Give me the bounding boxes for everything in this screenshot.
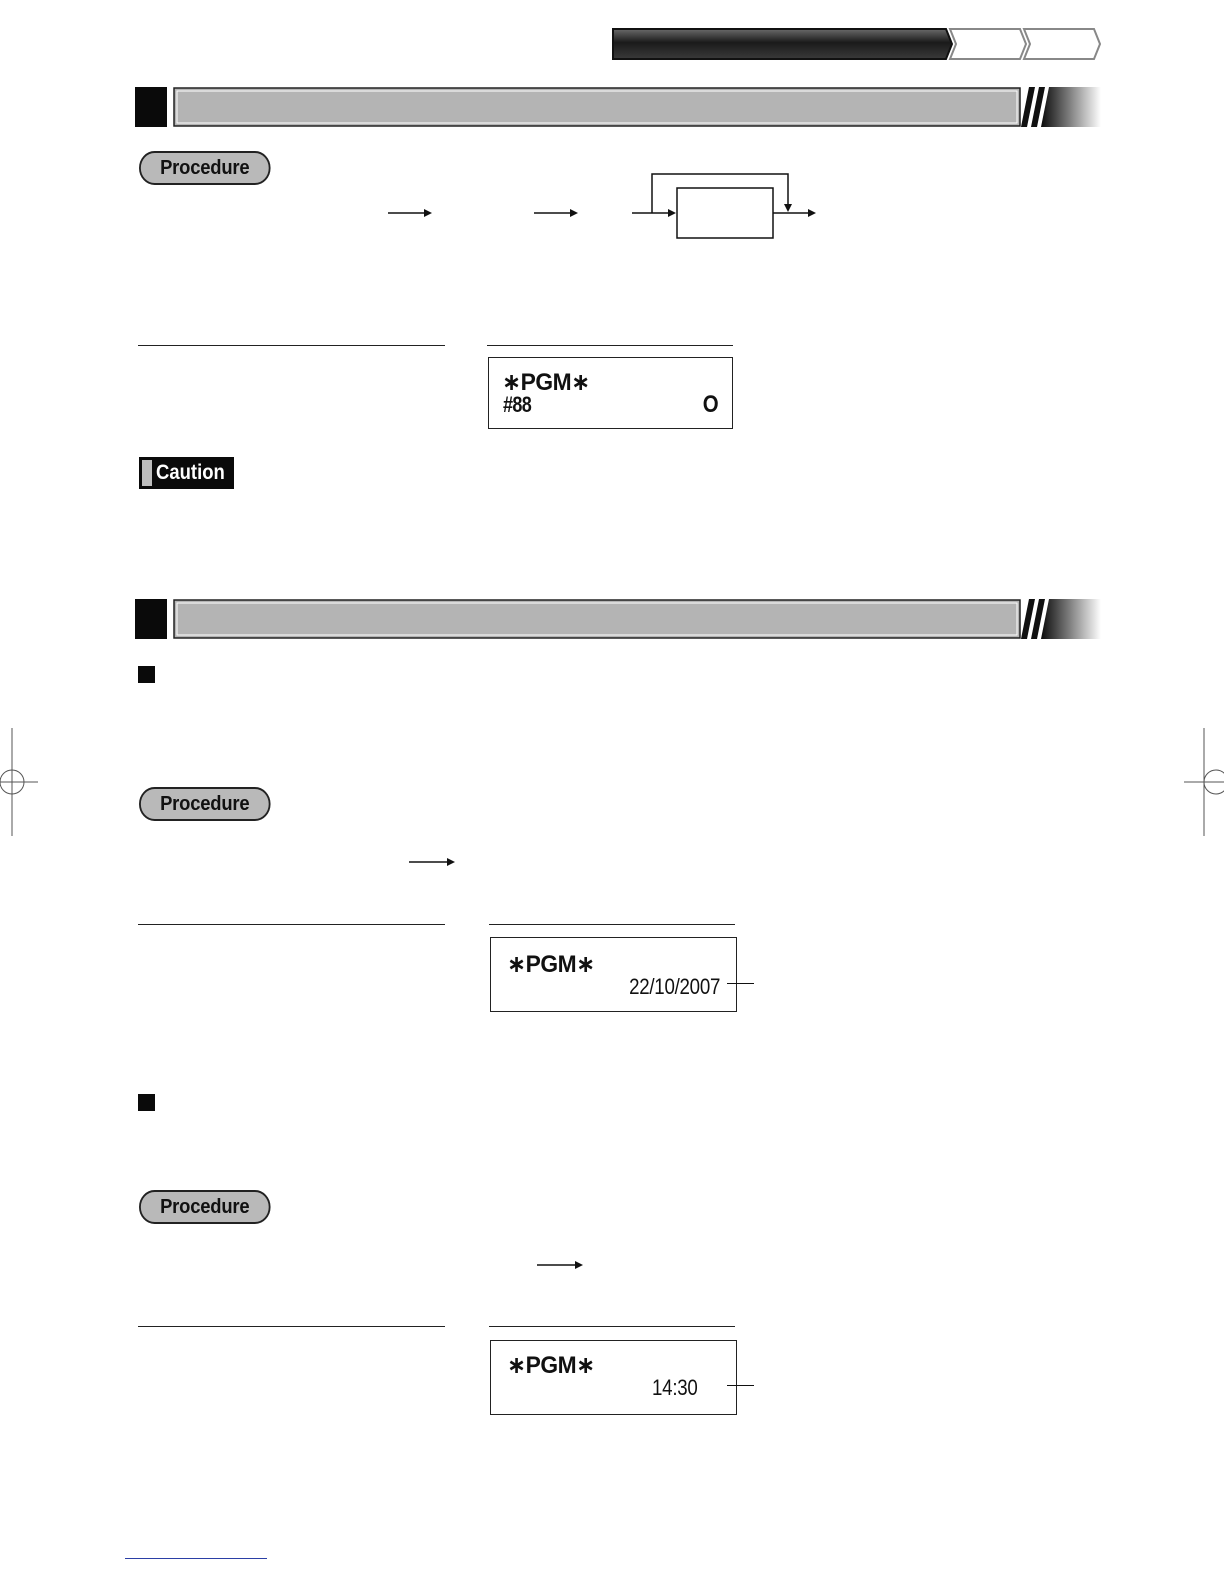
- chapter-tab-strip: [612, 28, 1102, 60]
- procedure-arrow: [405, 854, 461, 870]
- print-display-1: [488, 357, 733, 429]
- print-display-3: [490, 1340, 737, 1415]
- divider-rule: [138, 924, 445, 925]
- procedure-label: Procedure: [139, 1190, 271, 1224]
- registration-mark-right: [1184, 728, 1224, 838]
- divider-rule: [489, 1326, 735, 1327]
- print-program-number: #88: [503, 392, 532, 417]
- print-header: ∗PGM∗: [502, 369, 590, 396]
- section-marker: [135, 599, 167, 639]
- chapter-tab-3: [1024, 29, 1100, 59]
- chapter-tab-2: [950, 29, 1026, 59]
- registration-mark-left: [0, 728, 40, 838]
- caution-label: Caution: [156, 461, 225, 484]
- callout-line: [727, 1385, 754, 1386]
- divider-rule: [138, 345, 445, 346]
- print-header: ∗PGM∗: [507, 951, 595, 978]
- divider-rule: [487, 345, 733, 346]
- procedure-label: Procedure: [139, 787, 271, 821]
- section-header-1: [135, 87, 1101, 127]
- subsection-bullet: [138, 1094, 155, 1111]
- footer-rule: [125, 1558, 267, 1559]
- divider-rule: [489, 924, 735, 925]
- section-title-bar: [173, 87, 1101, 127]
- procedure-label: Procedure: [139, 151, 271, 185]
- section-title-bar: [173, 599, 1101, 639]
- section-marker: [135, 87, 167, 127]
- chapter-tab-active: [613, 29, 952, 59]
- procedure-arrow: [533, 1257, 589, 1273]
- section-header-2: [135, 599, 1101, 639]
- subsection-bullet: [138, 666, 155, 683]
- divider-rule: [138, 1326, 445, 1327]
- caution-tag: [139, 457, 234, 489]
- print-time-value: 14:30: [652, 1375, 698, 1400]
- procedure-flow-diagram: [380, 170, 830, 245]
- print-value: O: [702, 391, 718, 418]
- print-display-2: [490, 937, 737, 1012]
- print-date-value: 22/10/2007: [628, 974, 720, 999]
- print-header: ∗PGM∗: [507, 1352, 595, 1379]
- caution-stripe: [142, 460, 152, 486]
- callout-line: [727, 983, 754, 984]
